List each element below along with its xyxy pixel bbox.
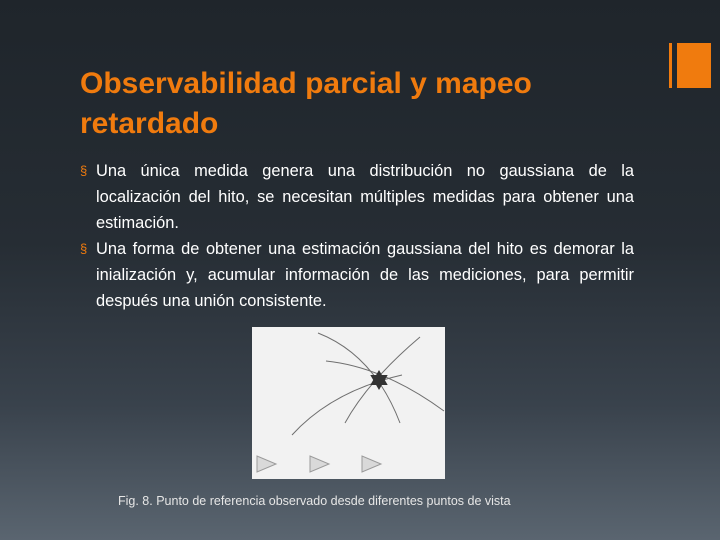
bullet-text: Una forma de obtener una estimación gaussiana del hito es demorar la inialización y, acumular información de las mediciones, para permitir después una unión consistente. bbox=[96, 240, 634, 310]
star-icon bbox=[370, 370, 387, 390]
figure-diagram bbox=[252, 327, 445, 479]
triangle-icon bbox=[310, 456, 329, 472]
triangle-icon bbox=[362, 456, 381, 472]
triangle-icon bbox=[257, 456, 276, 472]
accent-bar-thin bbox=[669, 43, 672, 88]
bullet-list bbox=[80, 158, 634, 314]
bullet-item bbox=[80, 158, 634, 236]
figure-caption: Fig. 8. Punto de referencia observado desde diferentes puntos de vista bbox=[118, 494, 511, 508]
accent-bar-thick bbox=[677, 43, 711, 88]
bullet-text: Una única medida genera una distribución no gaussiana de la localización del hito, se necesitan múltiples medidas para obtener una estimación. bbox=[96, 162, 634, 232]
slide-title: Observabilidad parcial y mapeo retardado bbox=[80, 67, 532, 140]
bullet-marker-icon: § bbox=[80, 241, 88, 256]
measurement-arc bbox=[326, 361, 444, 411]
bullet-item bbox=[80, 236, 634, 314]
figure bbox=[252, 327, 445, 479]
bullet-marker-icon: § bbox=[80, 163, 88, 178]
